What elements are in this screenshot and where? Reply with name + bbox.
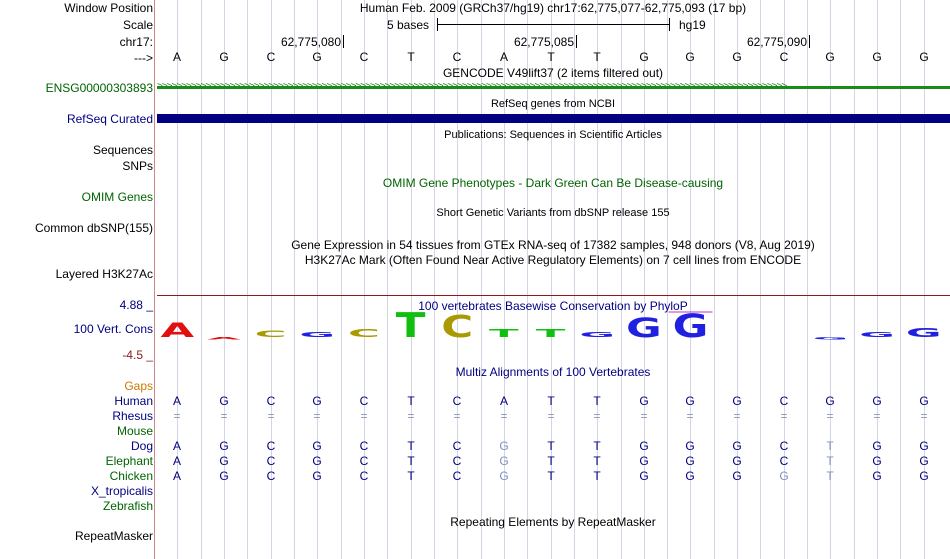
multiz-track-title[interactable]: Multiz Alignments of 100 Vertebrates [455,365,651,379]
alignment-base: G [872,439,882,453]
alignment-base: G [825,394,835,408]
alignment-base: T [826,439,834,453]
alignment-base: G [732,469,742,483]
alignment-base: T [593,394,601,408]
scale-text: 5 bases [387,18,430,32]
refseq-track-label[interactable]: RefSeq Curated [66,112,153,126]
alignment-base: = [593,409,601,423]
alignment-base: = [547,409,555,423]
alignment-base: = [500,409,508,423]
base-letter: A [499,50,508,64]
alignment-base: = [920,409,928,423]
gtex-track-title[interactable]: Gene Expression in 54 tissues from GTEx RNA-seq of 17382 samples, 948 donors (V8, Aug 2019) [291,238,815,252]
alignment-base: A [172,439,181,453]
alignment-base: G [732,394,742,408]
alignment-base: T [547,394,555,408]
alignment-base: = [267,409,275,423]
repeatmasker-track-title[interactable]: Repeating Elements by RepeatMasker [450,515,656,529]
dbsnp-track-label[interactable]: Common dbSNP(155) [34,221,153,235]
alignment-base: T [826,469,834,483]
scale-label: Scale [122,18,153,32]
alignment-base: G [685,394,695,408]
alignment-base: = [313,409,321,423]
scale-ruler-left-tick [437,18,438,31]
coord-tick-mark [576,35,577,48]
alignment-base: G [639,439,649,453]
base-letter: T [547,50,555,64]
dbsnp-track-title[interactable]: Short Genetic Variants from dbSNP release 155 [436,207,670,219]
alignment-base: G [219,439,229,453]
gencode-track-label[interactable]: ENSG00000303893 [45,81,153,95]
omim-track-label[interactable]: OMIM Genes [81,190,153,204]
alignment-base: C [779,394,789,408]
alignment-base: T [593,454,601,468]
logo-letter: A [160,319,195,342]
base-letter: A [172,50,181,64]
logo-letter: G [672,310,709,345]
alignment-base: G [872,469,882,483]
alignment-base: A [172,394,181,408]
alignment-base: = [826,409,834,423]
alignment-base: C [452,394,462,408]
alignment-base: C [266,469,276,483]
alignment-base: G [639,394,649,408]
base-letter: C [359,50,369,64]
alignment-base: = [220,409,228,423]
alignment-base: T [593,439,601,453]
alignment-base: G [685,454,695,468]
alignment-base: G [872,394,882,408]
conservation-track-title[interactable]: 100 vertebrates Basewise Conservation by PhyloP [418,299,688,313]
alignment-base: C [359,469,369,483]
alignment-base: T [407,439,415,453]
h3k27ac-track-title[interactable]: H3K27Ac Mark (Often Found Near Active Regulatory Elements) on 7 cell lines from ENCODE [304,253,802,267]
strand-label: ---> [134,51,153,65]
species-label[interactable]: Rhesus [112,409,153,423]
logo-letter: C [441,310,474,345]
alignment-base: A [172,469,181,483]
alignment-base: C [359,454,369,468]
conservation-max-value: 4.88 _ [119,298,153,312]
alignment-base: T [547,454,555,468]
logo-letter: T [489,327,519,340]
logo-letter: G [859,330,895,339]
conservation-min-value: -4.5 _ [122,348,153,362]
alignment-base: G [312,454,322,468]
conservation-top-rule [157,295,950,296]
gencode-track-title[interactable]: GENCODE V49lift37 (2 items filtered out) [442,66,664,80]
alignment-base: C [779,439,789,453]
alignment-base: = [686,409,694,423]
logo-letter: T [395,310,426,346]
alignment-base: T [547,439,555,453]
alignment-base: C [266,454,276,468]
conservation-logo[interactable] [156,310,950,350]
species-label[interactable]: Mouse [116,424,153,438]
base-letter: C [452,50,462,64]
refseq-track-title[interactable]: RefSeq genes from NCBI [490,98,616,110]
alignment-base: G [685,439,695,453]
sequences-track-label[interactable]: Sequences [92,143,153,157]
alignment-base: T [826,454,834,468]
alignment-base: C [359,439,369,453]
alignment-base: G [919,439,929,453]
alignment-base: G [919,394,929,408]
logo-letter: A [207,336,241,341]
base-letter: C [266,50,276,64]
refseq-gene-feature[interactable] [157,114,950,123]
alignment-base: G [499,469,509,483]
alignment-base: G [639,454,649,468]
scale-ruler-right-tick [669,18,670,31]
repeatmasker-track-label[interactable]: RepeatMasker [74,529,153,543]
base-letter: G [919,50,929,64]
species-label[interactable]: X_tropicalis [90,484,153,498]
coord-tick-mark [809,35,810,48]
conservation-track-label[interactable]: 100 Vert. Cons [73,322,153,336]
alignment-base: G [499,454,509,468]
alignment-base: G [732,454,742,468]
logo-letter: G [299,330,336,339]
gaps-label: Gaps [124,379,153,393]
alignment-base: G [312,469,322,483]
alignment-base: = [407,409,415,423]
logo-letter: G [905,325,942,341]
base-letter: T [593,50,601,64]
base-letter: G [219,50,229,64]
alignment-base: = [873,409,881,423]
base-letter: G [825,50,835,64]
alignment-base: G [685,469,695,483]
alignment-base: T [407,394,415,408]
scale-db: hg19 [679,18,706,32]
species-label[interactable]: Zebrafish [102,499,153,513]
chrom-label: chr17: [119,35,153,49]
alignment-base: A [172,454,181,468]
alignment-base: C [359,394,369,408]
alignment-base: C [266,439,276,453]
alignment-base: G [919,469,929,483]
base-letter: G [732,50,742,64]
coord-tick-mark [343,35,344,48]
logo-letter: C [347,327,380,340]
coord-tick-label: 62,775,090 [746,35,807,49]
base-letter: G [639,50,649,64]
alignment-base: = [733,409,741,423]
publications-track-title[interactable]: Publications: Sequences in Scientific Articles [444,129,662,141]
logo-letter: G [579,330,616,339]
omim-track-title[interactable]: OMIM Gene Phenotypes - Dark Green Can Be Disease-causing [382,176,724,190]
alignment-base: = [453,409,461,423]
alignment-base: C [779,454,789,468]
alignment-base: G [219,469,229,483]
alignment-base: T [593,469,601,483]
logo-letter: G [625,313,662,344]
alignment-base: C [266,394,276,408]
alignment-base: A [499,394,508,408]
gencode-strand-arrows: >>>>>>>>>>>>>>>>>>>>>>>>>>>>>>>>>>>>>>>>>>>>>>>>>>>>>>>>>>>>>>>>>>>>>>>>>>>>>>>>>>>>>>>>>>>>>>>>>>>>>>>>>>>>>>>>>>>>>>>>>>>>>>>>>> [157,81,787,92]
alignment-base: C [452,454,462,468]
alignment-base: G [779,469,789,483]
base-letter: G [872,50,882,64]
alignment-base: C [452,439,462,453]
alignment-base: G [732,439,742,453]
alignment-base: = [360,409,368,423]
base-letter: G [312,50,322,64]
alignment-base: G [872,454,882,468]
species-label[interactable]: Dog [130,439,153,453]
base-letter: C [779,50,789,64]
base-letter: G [685,50,695,64]
alignment-base: G [219,454,229,468]
species-label[interactable]: Human [114,394,153,408]
alignment-base: G [219,394,229,408]
alignment-base: G [312,439,322,453]
base-letter: T [407,50,415,64]
coord-tick-label: 62,775,080 [280,35,341,49]
scale-ruler [437,24,669,25]
alignment-base: G [312,394,322,408]
species-label[interactable]: Chicken [109,469,153,483]
alignment-base: T [407,469,415,483]
coord-tick-label: 62,775,085 [513,35,574,49]
alignment-base: T [547,469,555,483]
alignment-base: T [407,454,415,468]
alignment-base: G [639,469,649,483]
snps-track-label[interactable]: SNPs [122,159,153,173]
alignment-base: = [780,409,788,423]
species-label[interactable]: Elephant [105,454,153,468]
logo-letter: T [535,327,566,340]
h3k27ac-track-label[interactable]: Layered H3K27Ac [55,267,153,281]
window-position-label: Window Position [64,1,153,15]
logo-letter: G [812,336,849,341]
alignment-base: C [452,469,462,483]
alignment-base: = [640,409,648,423]
alignment-base: G [499,439,509,453]
logo-letter: C [254,329,287,340]
alignment-base: = [173,409,181,423]
window-position-value: Human Feb. 2009 (GRCh37/hg19) chr17:62,775,077-62,775,093 (17 bp) [359,1,747,15]
alignment-base: G [919,454,929,468]
